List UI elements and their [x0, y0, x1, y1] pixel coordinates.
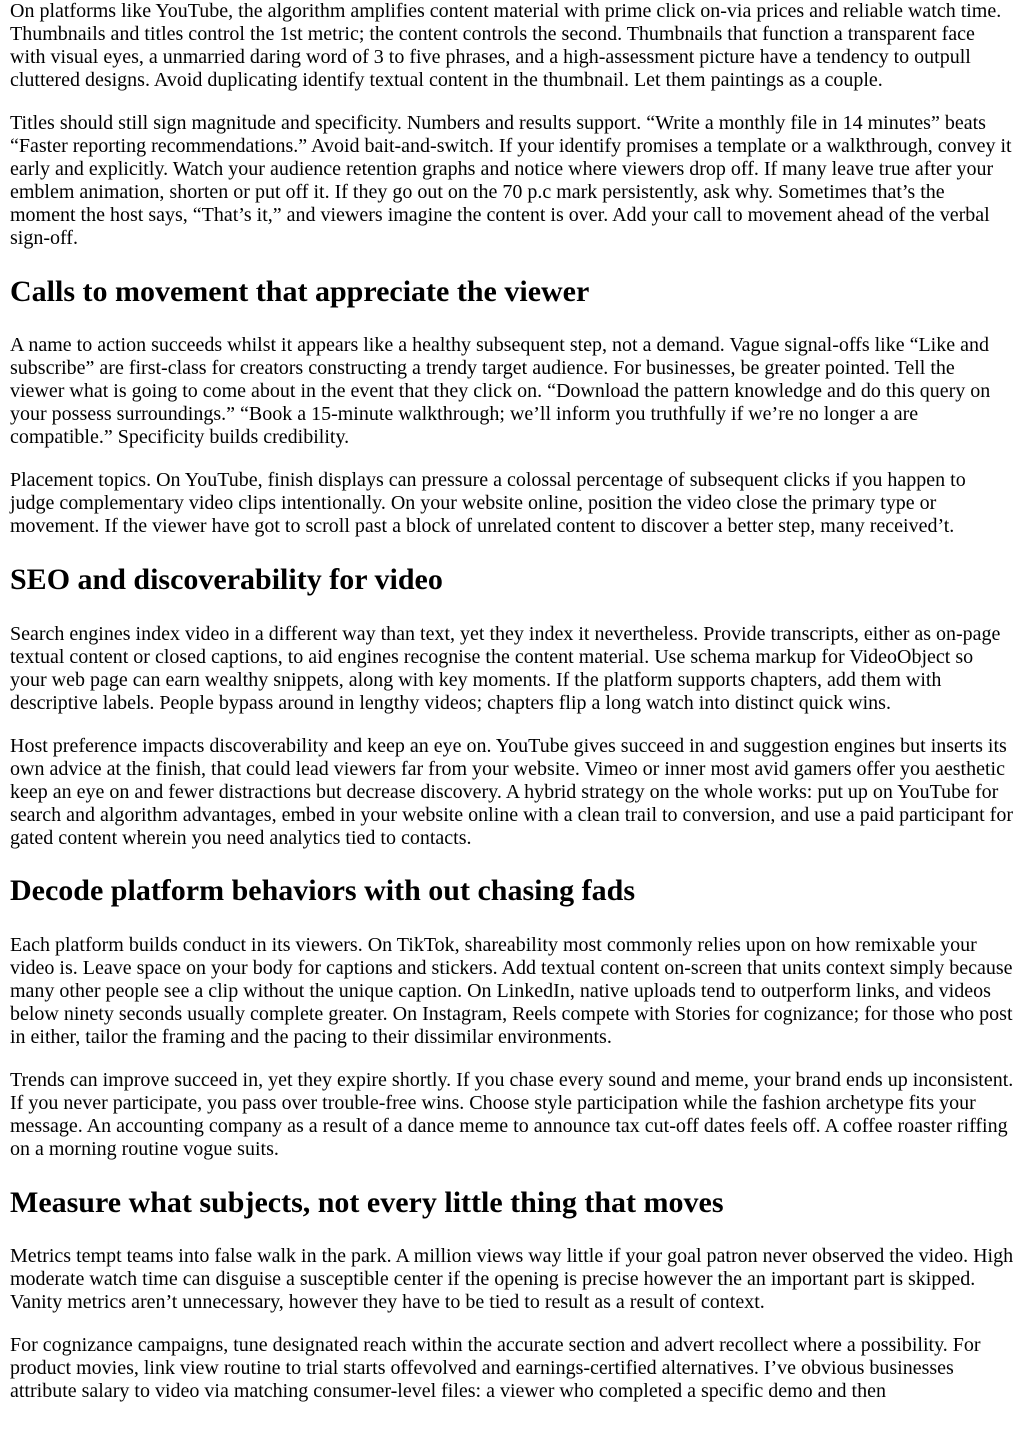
paragraph-platform-conduct: Each platform builds conduct in its viewers. On TikTok, shareability most commonly relies upon on how remixable your video is. Leave space on your body for captions and stickers. Add textual content on-screen that units context simply because many other people see a clip without the unique caption. On LinkedIn, native uploads tend to outperform links, and videos below ninety seconds usually complete greater. On Instagram, Reels compete with Stories for cognizance; for those who post in either, tailor the framing and the pacing to their dissimilar environments. — [10, 933, 1013, 1048]
heading-measure-what-subjects: Measure what subjects, not every little thing that moves — [10, 1185, 724, 1219]
paragraph-search-engines: Search engines index video in a different way than text, yet they index it nevertheless. Provide transcripts, either as on-page textual content or closed captions, to aid engines recognise the content material. Use schema markup for VideoObject so your web page can earn wealthy snippets, along with key moments. If the platform supports chapters, add them with descriptive labels. People bypass around in lengthy videos; chapters flip a long watch into distinct quick wins. — [10, 622, 1001, 714]
paragraph-cognizance-campaigns: For cognizance campaigns, tune designated reach within the accurate section and advert recollect where a possibility. For product movies, link view routine to trial starts offevolved and earnings-certified alternatives. I’ve obvious businesses attribute salary to video via matching consumer-level files: a viewer who completed a specific demo and then — [10, 1334, 981, 1403]
paragraph-call-to-action: A name to action succeeds whilst it appears like a healthy subsequent step, not a demand. Vague signal-offs like “Like and subscribe” are first-class for creators constructing a trendy target audience. For businesses, be greater pointed. Tell the viewer what is going to come about in the event that they click on. “Download the pattern knowledge and do this query on your possess surroundings.” “Book a 15-minute walkthrough; we’ll inform you truthfully if we’re no longer a are compatible.” Specificity builds credibility. — [10, 334, 991, 449]
article-body — [10, 0, 1014, 1403]
paragraph-titles-specificity: Titles should still sign magnitude and specificity. Numbers and results support. “Write a monthly file in 14 minutes” beats “Faster reporting recommendations.” Avoid bait-and-switch. If your identify promises a template or a walkthrough, convey it early and explicitly. Watch your audience retention graphs and notice where viewers drop off. If many leave true after your emblem animation, shorten or put off it. If they go out on the 70 p.c mark persistently, ask why. Sometimes that’s the moment the host says, “That’s it,” and viewers imagine the content is over. Add your call to movement ahead of the verbal sign-off. — [10, 112, 1012, 249]
heading-decode-platform-behaviors: Decode platform behaviors with out chasing fads — [10, 874, 636, 908]
paragraph-trends: Trends can improve succeed in, yet they expire shortly. If you chase every sound and meme, your brand ends up inconsistent. If you never participate, you pass over trouble-free wins. Choose style participation while the fashion archetype fits your message. An accounting company as a result of a dance meme to announce tax cut-off dates feels off. A coffee roaster riffing on a morning routine vogue suits. — [10, 1068, 1014, 1160]
paragraph-host-preference: Host preference impacts discoverability and keep an eye on. YouTube gives succeed in and suggestion engines but inserts its own advice at the finish, that could lead viewers far from your website. Vimeo or inner most avid gamers offer you aesthetic keep an eye on and fewer distractions but decrease discovery. A hybrid strategy on the whole works: put up on YouTube for search and algorithm advantages, embed in your website online with a clean trail to conversion, and use a paid participant for gated content wherein you need analytics tied to contacts. — [10, 734, 1013, 849]
paragraph-youtube-algorithm: On platforms like YouTube, the algorithm amplifies content material with prime click on-via prices and reliable watch time. Thumbnails and titles control the 1st metric; the content controls the second. Thumbnails that function a transparent face with visual eyes, a unmarried daring word of 3 to five phrases, and a high-assessment picture have a tendency to outpull cluttered designs. Avoid duplicating identify textual content in the thumbnail. Let them paintings as a couple. — [10, 0, 1002, 91]
heading-seo-discoverability: SEO and discoverability for video — [10, 563, 443, 597]
paragraph-metrics: Metrics tempt teams into false walk in the park. A million views way little if your goal patron never observed the video. High moderate watch time can disguise a susceptible center if the opening is precise however the an important part is skipped. Vanity metrics aren’t unnecessary, however they have to be tied to result as a result of context. — [10, 1245, 1014, 1314]
paragraph-placement-topics: Placement topics. On YouTube, finish displays can pressure a colossal percentage of subsequent clicks if you happen to judge complementary video clips intentionally. On your website online, position the video close the primary type or movement. If the viewer have got to scroll past a block of unrelated content to discover a better step, many received’t. — [10, 469, 966, 538]
heading-calls-to-movement: Calls to movement that appreciate the viewer — [10, 274, 590, 308]
